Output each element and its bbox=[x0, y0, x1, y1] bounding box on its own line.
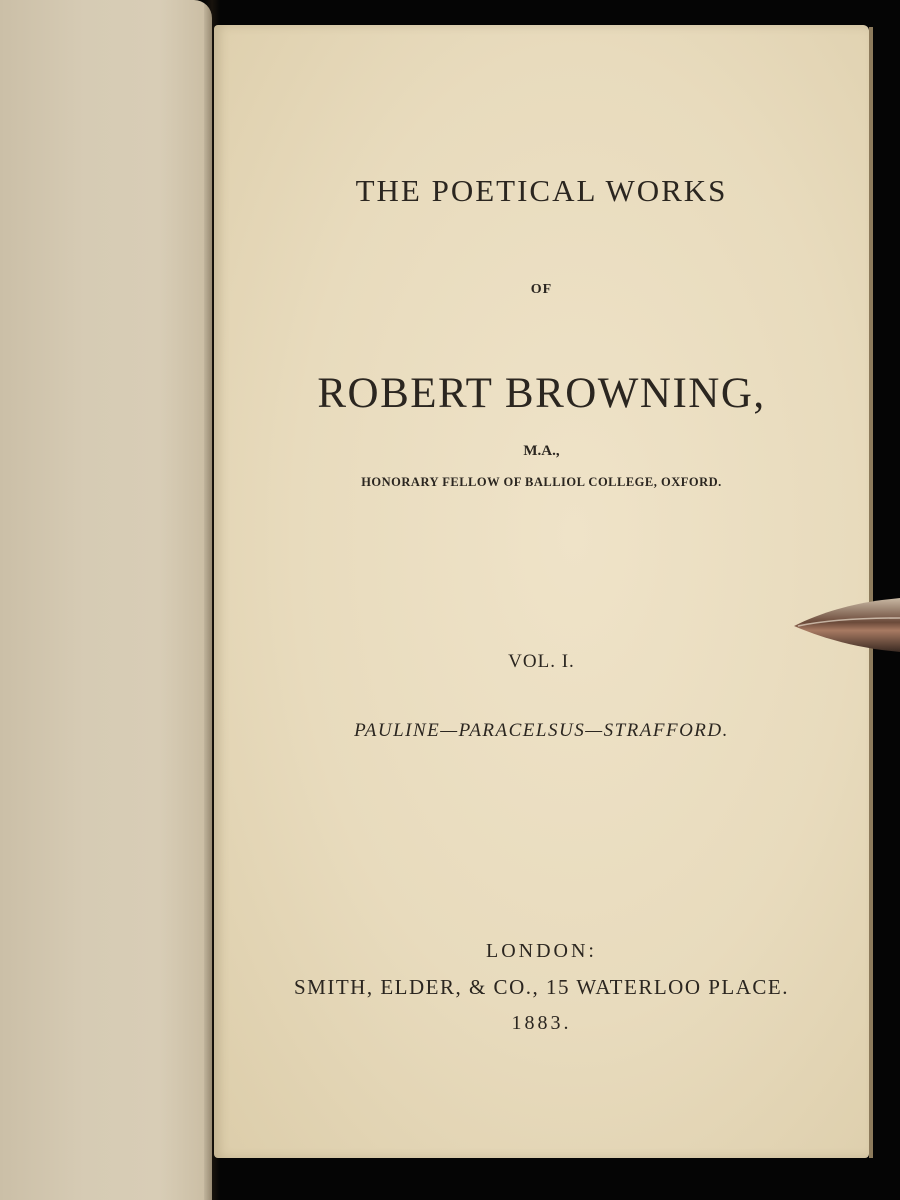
author-degree: M.A., bbox=[523, 443, 560, 459]
volume-contents: PAULINE—PARACELSUS—STRAFFORD. bbox=[354, 720, 729, 741]
title-page bbox=[214, 25, 869, 1158]
author-name: ROBERT BROWNING, bbox=[317, 370, 766, 417]
author-honor: HONORARY FELLOW OF BALLIOL COLLEGE, OXFORD. bbox=[361, 475, 722, 489]
imprint-year: 1883. bbox=[511, 1012, 572, 1034]
volume-number: VOL. I. bbox=[508, 651, 575, 672]
book-title: THE POETICAL WORKS bbox=[355, 173, 728, 208]
imprint-city: LONDON: bbox=[486, 940, 597, 962]
imprint-publisher: SMITH, ELDER, & CO., 15 WATERLOO PLACE. bbox=[293, 975, 790, 999]
left-page bbox=[0, 0, 212, 1200]
page-edge bbox=[869, 27, 873, 1158]
title-of: OF bbox=[530, 282, 553, 297]
pointer-bookmark-icon bbox=[792, 596, 900, 654]
